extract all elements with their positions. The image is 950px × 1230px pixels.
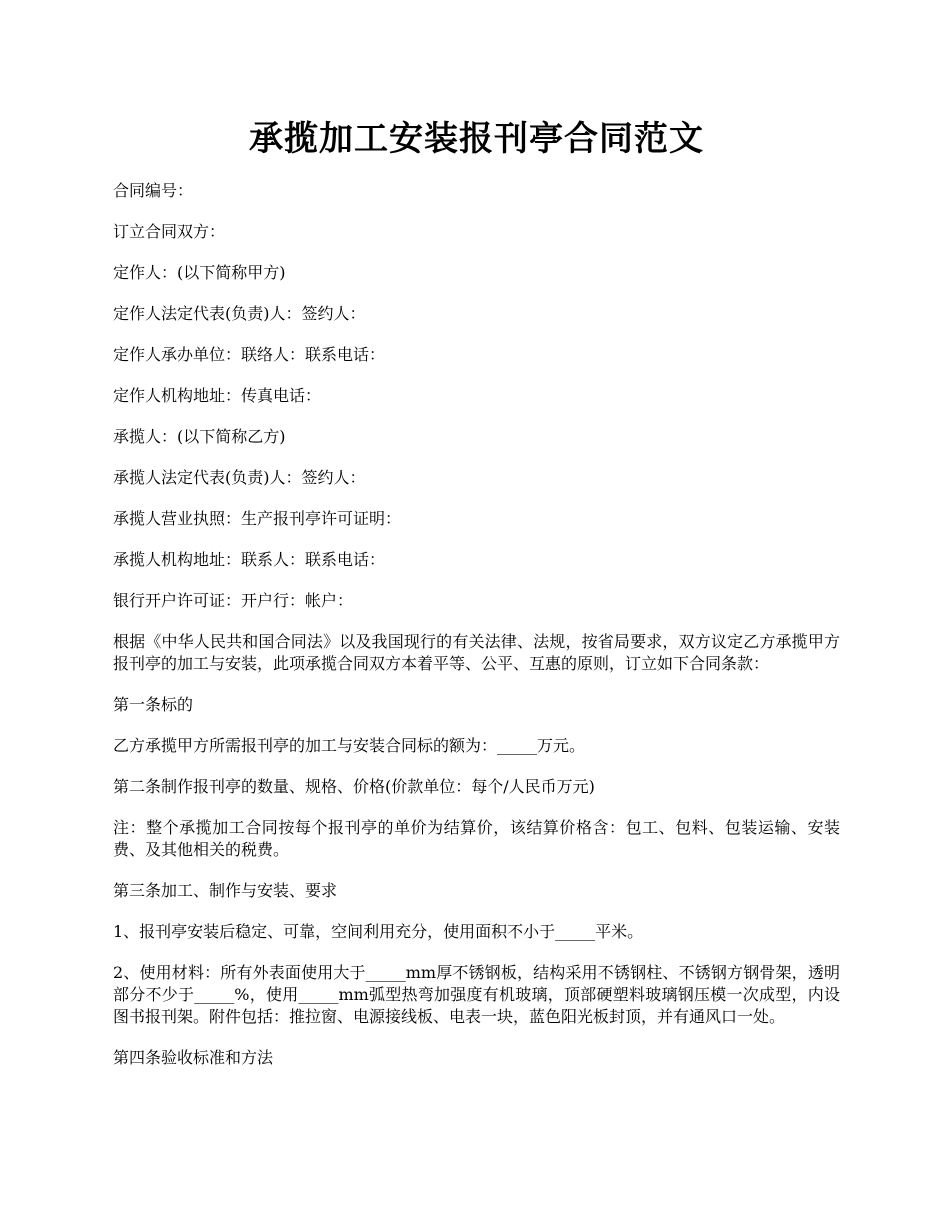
party-a-representative-line: 定作人法定代表(负责)人：签约人： xyxy=(113,304,366,323)
party-b-line: 承揽人：(以下简称乙方) xyxy=(113,427,286,446)
party-a-unit-line: 定作人承办单位：联络人：联系电话： xyxy=(113,345,386,364)
party-a-address-line: 定作人机构地址：传真电话： xyxy=(113,386,322,405)
party-b-address-line: 承揽人机构地址：联系人：联系电话： xyxy=(113,550,386,569)
document-body xyxy=(113,180,840,1069)
bank-account-line: 银行开户许可证：开户行：帐户： xyxy=(113,591,354,610)
article-4-heading: 第四条验收标准和方法 xyxy=(113,1048,274,1067)
parties-heading: 订立合同双方： xyxy=(113,222,226,241)
article-1-heading: 第一条标的 xyxy=(113,695,194,714)
preamble-paragraph: 根据《中华人民共和国合同法》以及我国现行的有关法律、法规，按省局要求，双方议定乙方承揽甲方报刊亭的加工与安装，此项承揽合同双方本着平等、公平、互惠的原则，订立如下合同条款： xyxy=(113,632,840,673)
article-3-item-1: 1、报刊亭安装后稳定、可靠，空间利用充分，使用面积不小于_____平米。 xyxy=(113,922,644,941)
article-2-note: 注：整个承揽加工合同按每个报刊亭的单价为结算价，该结算价格含：包工、包料、包装运输、安装费、及其他相关的税费。 xyxy=(113,818,840,859)
document-title: 承揽加工安装报刊亭合同范文 xyxy=(249,119,704,159)
party-b-representative-line: 承揽人法定代表(负责)人：签约人： xyxy=(113,468,366,487)
article-2-heading: 第二条制作报刊亭的数量、规格、价格(价款单位：每个/人民币万元) xyxy=(113,777,595,796)
article-1-text: 乙方承揽甲方所需报刊亭的加工与安装合同标的额为：_____万元。 xyxy=(113,736,586,755)
party-a-line: 定作人：(以下简称甲方) xyxy=(113,263,286,282)
document-page xyxy=(113,0,840,1088)
contract-number-line: 合同编号： xyxy=(113,181,194,200)
party-b-license-line: 承揽人营业执照：生产报刊亭许可证明： xyxy=(113,509,402,528)
article-3-heading: 第三条加工、制作与安装、要求 xyxy=(113,881,338,900)
article-3-item-2: 2、使用材料：所有外表面使用大于_____mm厚不锈钢板，结构采用不锈钢柱、不锈钢方钢骨架，透明部分不少于_____%，使用_____mm弧型热弯加强度有机玻璃，顶部硬塑料玻璃钢压模一次成型，内设图书报刊架。附件包括：推拉窗、电源接线板、电表一块，蓝色阳光板封顶，并有通风口一处。 xyxy=(113,963,840,1026)
